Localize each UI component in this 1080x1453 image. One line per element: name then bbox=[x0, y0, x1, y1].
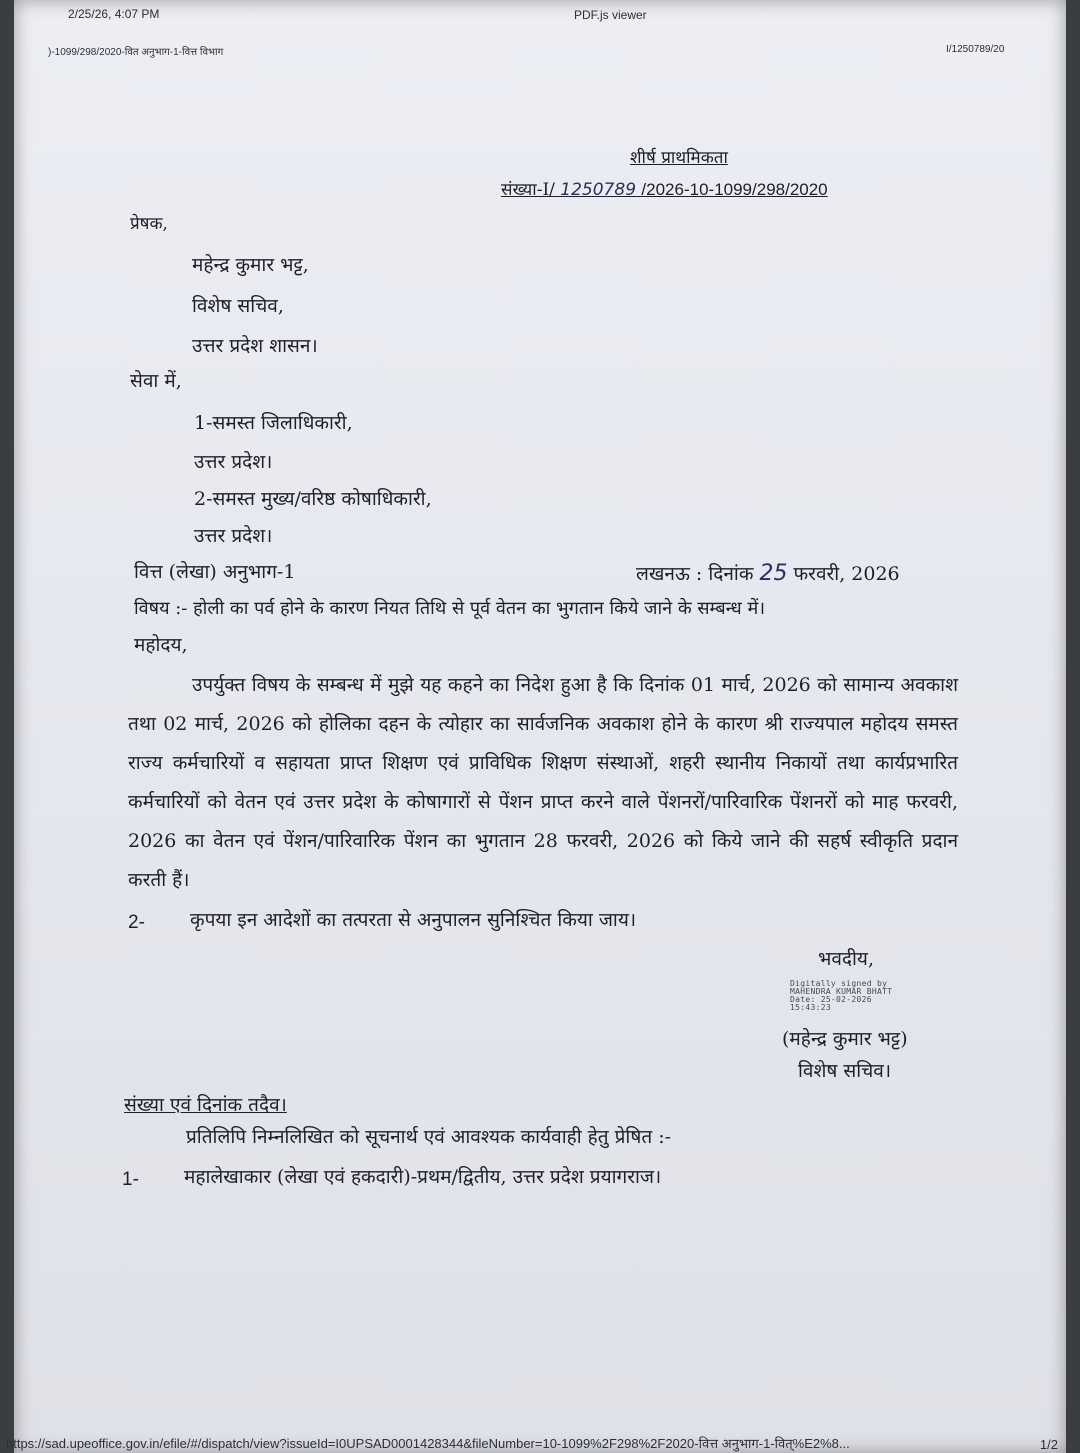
letter-reference bbox=[501, 181, 828, 199]
digital-signature-stamp: Digitally signed by MAHENDRA KUMAR BHATT Date: 25-02-2026 15:43:23 bbox=[790, 979, 893, 1012]
closing: भवदीय, bbox=[818, 948, 874, 970]
reference-handwritten-number: 1250789 bbox=[560, 180, 637, 200]
to-label: सेवा में, bbox=[130, 370, 182, 392]
point-2-number: 2- bbox=[128, 912, 145, 933]
section-label: वित्त (लेखा) अनुभाग-1 bbox=[134, 561, 296, 583]
signatory-designation: विशेष सचिव। bbox=[798, 1060, 892, 1082]
print-datetime: 2/25/26, 4:07 PM bbox=[68, 7, 160, 21]
sender-label: प्रेषक, bbox=[130, 214, 168, 234]
reference-suffix: /2026-10-1099/298/2020 bbox=[641, 180, 828, 199]
viewer-title: PDF.js viewer bbox=[574, 8, 647, 22]
recipient-2-state: उत्तर प्रदेश। bbox=[194, 525, 273, 547]
place-date bbox=[636, 563, 900, 585]
copy-item-1-number: 1- bbox=[122, 1169, 139, 1190]
body-paragraph: उपर्युक्त विषय के सम्बन्ध में मुझे यह कहने का निदेश हुआ है कि दिनांक 01 मार्च, 2026 को सामान्य अवकाश तथा 02 मार्च, 2026 को होलिका दहन के त्योहार का सार्वजनिक अवकाश होने के कारण श्री राज्यपाल महोदय समस्त राज्य कर्मचारियों व सहायता प्राप्त शिक्षण एवं प्राविधिक शिक्षण संस्थाओं, शहरी स्थानीय निकायों तथा कार्यप्रभारित कर्मचारियों को वेतन एवं उत्तर प्रदेश के कोषागारों से पेंशन प्राप्त करने वाले पेंशनरों/पारिवारिक पेंशनरों को माह फरवरी, 2026 का वेतन एवं पेंशन/पारिवारिक पेंशन का भुगतान 28 फरवरी, 2026 को किये जाने की सहर्ष स्वीकृति प्रदान करती हैं। bbox=[128, 674, 958, 891]
place-date-suffix: फरवरी, 2026 bbox=[793, 563, 900, 585]
page-number: 1/2 bbox=[1039, 1437, 1058, 1452]
salutation: महोदय, bbox=[134, 634, 188, 656]
reference-prefix: संख्या-I/ bbox=[501, 180, 555, 200]
priority-label: शीर्ष प्राथमिकता bbox=[630, 148, 728, 168]
page-reference: I/1250789/20 bbox=[946, 44, 1005, 55]
sender-designation: विशेष सचिव, bbox=[192, 295, 284, 317]
print-url: https://sad.upeoffice.gov.in/efile/#/dispatch/view?issueId=I0UPSAD0001428344&fileNumber=10-1099%2F298%2F2020-वित्त अनुभाग-1-वित्%E2%8... bbox=[6, 1436, 850, 1451]
copy-intro: प्रतिलिपि निम्नलिखित को सूचनार्थ एवं आवश्यक कार्यवाही हेतु प्रेषित :- bbox=[186, 1126, 672, 1148]
copy-item-1-text: महालेखाकार (लेखा एवं हकदारी)-प्रथम/द्वितीय, उत्तर प्रदेश प्रयागराज। bbox=[184, 1166, 662, 1188]
place-date-prefix: लखनऊ : दिनांक bbox=[636, 563, 754, 585]
recipient-1-state: उत्तर प्रदेश। bbox=[194, 451, 273, 473]
date-handwritten: 25 bbox=[759, 561, 788, 586]
copy-heading: संख्या एवं दिनांक तदैव। bbox=[124, 1094, 287, 1116]
document-page bbox=[6, 0, 1066, 1453]
recipient-1: 1-समस्त जिलाधिकारी, bbox=[194, 412, 353, 434]
signatory-name: (महेन्द्र कुमार भट्ट) bbox=[782, 1028, 908, 1050]
recipient-2: 2-समस्त मुख्य/वरिष्ठ कोषाधिकारी, bbox=[194, 488, 432, 510]
subject-line: विषय :- होली का पर्व होने के कारण नियत तिथि से पूर्व वेतन का भुगतान किये जाने के सम्बन्ध में। bbox=[134, 598, 766, 619]
sender-office: उत्तर प्रदेश शासन। bbox=[192, 335, 318, 357]
file-reference: )-1099/298/2020-वित अनुभाग-1-वित्त विभाग bbox=[48, 47, 224, 58]
sender-name: महेन्द्र कुमार भट्ट, bbox=[192, 254, 309, 276]
point-2-text: कृपया इन आदेशों का तत्परता से अनुपालन सुनिश्चित किया जाय। bbox=[190, 909, 637, 931]
